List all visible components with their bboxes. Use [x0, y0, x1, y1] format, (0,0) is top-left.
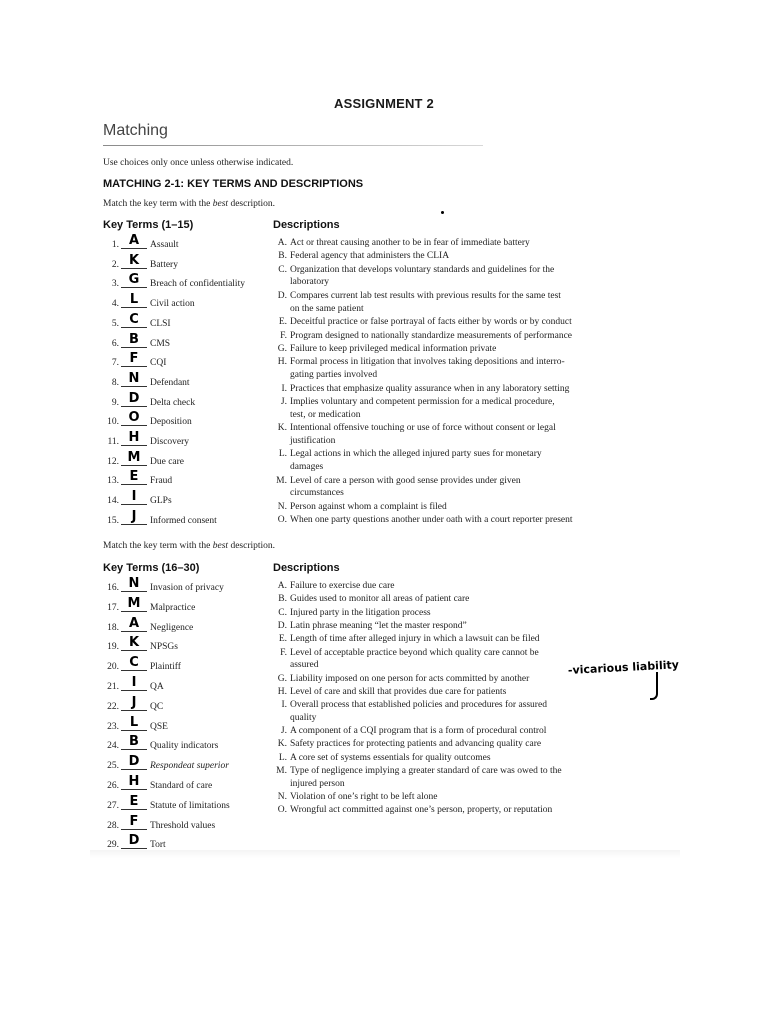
- answer-blank[interactable]: [121, 595, 147, 612]
- handwritten-answer: J: [131, 508, 137, 524]
- handwritten-answer: E: [129, 469, 139, 485]
- handwritten-answer: N: [128, 370, 140, 386]
- description-text: Legal actions in which the alleged injured party sues for monetary: [290, 449, 542, 460]
- description-letter: I.: [281, 700, 287, 711]
- description-item: [272, 580, 622, 593]
- handwritten-answer: D: [128, 754, 140, 770]
- description-letter: L.: [278, 752, 287, 763]
- description-text: Intentional offensive touching or use of force without consent or legal: [290, 423, 556, 434]
- description-letter: M.: [276, 766, 287, 776]
- term-number: 1.: [111, 240, 119, 250]
- handwritten-answer: K: [128, 252, 140, 268]
- term-row: [96, 272, 266, 291]
- term-label: Due care: [150, 456, 185, 467]
- description-letter: D.: [277, 620, 287, 631]
- description-item: [272, 475, 622, 500]
- term-label: Respondeat superior: [150, 761, 229, 772]
- description-text: Wrongful act committed against one’s person, property, or reputation: [290, 805, 553, 816]
- description-text: Federal agency that administers the CLIA: [290, 251, 450, 262]
- matching-section-title: MATCHING 2-1: KEY TERMS AND DESCRIPTIONS: [103, 178, 364, 190]
- term-number: 14.: [107, 496, 119, 507]
- description-item: [272, 699, 622, 724]
- handwritten-answer: O: [128, 410, 140, 426]
- handwritten-answer: L: [129, 714, 139, 730]
- description-item: [272, 791, 622, 804]
- answer-blank[interactable]: [121, 774, 147, 790]
- description-item: [272, 316, 622, 329]
- description-item: [272, 422, 622, 447]
- term-number: 20.: [107, 662, 119, 673]
- handwritten-answer: D: [128, 390, 140, 406]
- term-label: Breach of confidentiality: [150, 279, 245, 290]
- term-label: Delta check: [150, 397, 196, 408]
- answer-blank[interactable]: [121, 655, 147, 671]
- description-letter: B.: [278, 251, 287, 262]
- description-letter: O.: [277, 515, 287, 526]
- answer-blank[interactable]: [121, 292, 147, 308]
- description-letter: K.: [277, 739, 287, 750]
- term-label: Quality indicators: [150, 741, 219, 752]
- description-letter: A.: [277, 238, 287, 248]
- handwritten-answer: M: [127, 595, 141, 611]
- description-item: [272, 396, 622, 421]
- term-row: [96, 615, 266, 635]
- term-row: [96, 469, 266, 488]
- description-letter: J.: [280, 397, 287, 407]
- description-item: [272, 607, 622, 620]
- term-row: [96, 370, 266, 390]
- term-number: 7.: [111, 358, 119, 369]
- key-terms-header-part2: Key Terms (16–30): [103, 562, 200, 574]
- description-item: [272, 514, 622, 527]
- term-number: 3.: [111, 279, 119, 290]
- description-item: [272, 343, 622, 356]
- description-text: Level of acceptable practice beyond which quality care cannot be: [290, 647, 539, 658]
- description-letter: F.: [280, 330, 287, 341]
- term-number: 28.: [107, 820, 119, 831]
- term-label: Statute of limitations: [150, 800, 230, 811]
- answer-blank[interactable]: [121, 449, 147, 466]
- handwritten-answer: F: [129, 351, 139, 367]
- description-item: [272, 738, 622, 751]
- term-label: Standard of care: [150, 781, 213, 791]
- description-text: Failure to exercise due care: [290, 581, 395, 591]
- description-letter: J.: [280, 726, 287, 737]
- description-letter: N.: [277, 501, 287, 512]
- handwritten-answer: C: [129, 655, 139, 671]
- handwritten-note: -vicarious liability: [567, 658, 680, 677]
- description-item: [272, 356, 622, 381]
- description-text-continued: laboratory: [290, 277, 330, 288]
- description-text: Organization that develops voluntary standards and guidelines for the: [290, 264, 555, 275]
- term-label: Discovery: [150, 437, 190, 447]
- handwritten-answer: J: [131, 694, 137, 710]
- description-text: Length of time after alleged injury in which a lawsuit can be filed: [290, 634, 540, 645]
- term-label: Plaintiff: [150, 662, 181, 673]
- answer-blank[interactable]: [121, 331, 147, 348]
- term-number: 17.: [107, 602, 119, 613]
- answer-blank[interactable]: [121, 508, 147, 525]
- answer-blank[interactable]: [121, 694, 147, 711]
- description-letter: B.: [278, 594, 287, 605]
- description-text: Liability imposed on one person for acts committed by another: [290, 673, 530, 684]
- handwritten-answer: I: [131, 675, 137, 690]
- term-number: 4.: [111, 299, 119, 310]
- answer-blank[interactable]: [121, 489, 147, 505]
- description-text-continued: injured person: [290, 778, 345, 789]
- description-letter: A.: [277, 581, 287, 591]
- answer-blank[interactable]: [121, 469, 147, 485]
- term-label: Fraud: [150, 476, 173, 487]
- term-row: [96, 714, 266, 734]
- description-text: Program designed to nationally standardize measurements of performance: [290, 330, 572, 341]
- description-text-continued: test, or medication: [290, 409, 361, 420]
- description-letter: G.: [277, 344, 287, 354]
- term-row: [96, 734, 266, 753]
- term-label: QSE: [150, 721, 168, 732]
- handwritten-answer: A: [128, 615, 140, 631]
- term-label: Negligence: [150, 622, 194, 633]
- answer-blank[interactable]: [121, 793, 147, 810]
- term-row: [96, 595, 266, 615]
- description-item: [272, 725, 622, 738]
- description-text: Type of negligence implying a greater standard of care was owed to the: [290, 766, 562, 776]
- term-number: 23.: [107, 721, 119, 732]
- term-number: 25.: [107, 761, 119, 772]
- term-label: Battery: [150, 259, 178, 270]
- page-edge-shadow: [90, 850, 680, 858]
- answer-blank[interactable]: [121, 615, 147, 632]
- description-text: A core set of systems essentials for quality outcomes: [290, 752, 491, 763]
- term-row: [96, 292, 266, 311]
- description-text: Deceitful practice or false portrayal of facts either by words or by conduct: [290, 317, 572, 328]
- term-number: 13.: [107, 476, 119, 487]
- description-letter: L.: [278, 449, 287, 460]
- description-text: Latin phrase meaning “let the master respond”: [290, 620, 467, 631]
- descriptions-header-part1: Descriptions: [273, 219, 340, 231]
- answer-blank[interactable]: [121, 252, 147, 269]
- description-text: Compares current lab test results with previous results for the same test: [290, 291, 561, 301]
- description-text-continued: assured: [290, 660, 319, 670]
- answer-blank[interactable]: [121, 311, 147, 328]
- description-letter: G.: [277, 673, 287, 684]
- description-item: [272, 448, 622, 473]
- answer-blank[interactable]: [121, 754, 147, 770]
- description-letter: I.: [281, 383, 287, 394]
- section-heading-matching: Matching: [103, 122, 168, 139]
- description-item: [272, 250, 622, 263]
- answer-blank[interactable]: [121, 390, 147, 407]
- description-text: Level of care and skill that provides due care for patients: [290, 686, 507, 697]
- answer-blank[interactable]: [121, 675, 147, 691]
- handwritten-answer: F: [129, 813, 139, 829]
- description-text: Practices that emphasize quality assurance when in any laboratory setting: [290, 383, 570, 394]
- term-label: NPSGs: [150, 642, 178, 653]
- term-label: CMS: [150, 338, 171, 349]
- description-text: Formal process in litigation that involves taking depositions and interro-: [290, 357, 565, 368]
- term-row: [96, 410, 266, 429]
- description-letter: F.: [280, 647, 287, 658]
- handwritten-answer: D: [128, 833, 140, 849]
- term-row: [96, 331, 266, 351]
- term-row: [96, 576, 266, 595]
- description-text: Safety practices for protecting patients and advancing quality care: [290, 739, 542, 750]
- term-label: Assault: [150, 240, 179, 250]
- term-row: [96, 508, 266, 528]
- description-text: Failure to keep privileged medical information private: [290, 344, 497, 354]
- description-letter: O.: [277, 805, 287, 816]
- description-letter: D.: [277, 291, 287, 301]
- term-row: [96, 252, 266, 272]
- match-instruction-part1: Match the key term with the best description.: [103, 199, 276, 209]
- description-letter: E.: [278, 317, 287, 328]
- description-text-continued: damages: [290, 461, 324, 472]
- term-row: [96, 233, 266, 252]
- term-label: Threshold values: [150, 820, 216, 831]
- description-text: When one party questions another under oath with a court reporter present: [290, 515, 573, 526]
- term-number: 24.: [107, 741, 119, 752]
- term-number: 22.: [107, 701, 119, 712]
- term-number: 6.: [111, 338, 119, 349]
- description-item: [272, 620, 622, 633]
- term-number: 16.: [107, 583, 119, 593]
- term-number: 29.: [107, 840, 119, 851]
- handwritten-answer: E: [129, 793, 139, 809]
- description-item: [272, 765, 622, 790]
- answer-blank[interactable]: [121, 813, 147, 830]
- description-item: [272, 501, 622, 514]
- handwritten-bracket: [650, 672, 658, 700]
- term-row: [96, 655, 266, 674]
- term-row: [96, 675, 266, 694]
- handwritten-answer: B: [129, 331, 139, 347]
- description-letter: H.: [277, 686, 287, 697]
- term-row: [96, 390, 266, 410]
- key-terms-header-part1: Key Terms (1–15): [103, 219, 194, 231]
- description-item: [272, 752, 622, 765]
- term-number: 5.: [111, 318, 119, 329]
- term-label: Defendant: [150, 377, 190, 388]
- term-label: CLSI: [150, 318, 171, 329]
- description-letter: K.: [277, 423, 287, 434]
- description-text-continued: on the same patient: [290, 303, 364, 314]
- term-row: [96, 635, 266, 654]
- term-row: [96, 449, 266, 469]
- term-number: 9.: [111, 397, 119, 408]
- description-text-continued: justification: [290, 435, 336, 446]
- description-letter: C.: [278, 607, 287, 618]
- description-letter: N.: [277, 792, 287, 802]
- description-letter: C.: [278, 264, 287, 275]
- description-text: Overall process that established policies and procedures for assured: [290, 700, 547, 711]
- term-row: [96, 311, 266, 331]
- description-letter: E.: [278, 634, 287, 645]
- term-label: Deposition: [150, 417, 192, 428]
- description-text: Act or threat causing another to be in fear of immediate battery: [290, 238, 530, 248]
- handwritten-answer: A: [128, 233, 140, 248]
- term-number: 2.: [111, 259, 119, 270]
- description-item: [272, 237, 622, 250]
- description-item: [272, 264, 622, 289]
- term-row: [96, 430, 266, 449]
- match-instruction-part2: Match the key term with the best description.: [103, 541, 276, 551]
- handwritten-answer: M: [127, 449, 141, 465]
- term-row: [96, 793, 266, 813]
- description-item: [272, 633, 622, 646]
- handwritten-answer: C: [129, 311, 139, 327]
- term-number: 15.: [107, 515, 119, 526]
- handwritten-answer: K: [128, 635, 140, 651]
- description-item: [272, 383, 622, 396]
- term-label: Invasion of privacy: [150, 583, 224, 593]
- handwritten-answer: H: [128, 430, 140, 445]
- term-row: [96, 694, 266, 714]
- term-number: 10.: [107, 417, 119, 428]
- term-number: 27.: [107, 800, 119, 811]
- term-label: GLPs: [150, 496, 172, 507]
- term-row: [96, 813, 266, 833]
- term-number: 18.: [107, 622, 119, 633]
- description-letter: M.: [276, 475, 287, 486]
- term-number: 8.: [111, 377, 119, 388]
- answer-blank[interactable]: [121, 351, 147, 367]
- description-item: [272, 804, 622, 817]
- description-text: Violation of one’s right to be left alone: [290, 792, 438, 802]
- description-item: [272, 686, 622, 699]
- description-text: A component of a CQI program that is a form of procedural control: [290, 726, 547, 737]
- description-text: Level of care a person with good sense provides under given: [290, 475, 521, 486]
- term-number: 21.: [107, 682, 119, 692]
- handwritten-answer: H: [128, 774, 140, 789]
- answer-blank[interactable]: [121, 576, 147, 592]
- handwritten-answer: I: [131, 489, 137, 505]
- answer-blank[interactable]: [121, 410, 147, 426]
- assignment-title: ASSIGNMENT 2: [334, 96, 434, 111]
- term-label: Civil action: [150, 299, 195, 310]
- description-text-continued: gating parties involved: [290, 369, 378, 380]
- answer-blank[interactable]: [121, 714, 147, 731]
- term-row: [96, 351, 266, 370]
- answer-blank[interactable]: [121, 635, 147, 651]
- term-number: 19.: [107, 642, 119, 653]
- handwritten-answer: G: [128, 272, 140, 288]
- answer-blank[interactable]: [121, 272, 147, 288]
- description-text: Injured party in the litigation process: [290, 607, 431, 618]
- term-label: QA: [150, 682, 164, 692]
- heading-rule: [103, 145, 483, 146]
- description-text-continued: circumstances: [290, 488, 344, 499]
- description-text: Guides used to monitor all areas of patient care: [290, 594, 470, 605]
- term-number: 26.: [107, 781, 119, 791]
- answer-blank[interactable]: [121, 233, 147, 249]
- answer-blank[interactable]: [121, 734, 147, 750]
- term-number: 12.: [107, 456, 119, 467]
- term-label: Informed consent: [150, 515, 217, 526]
- answer-blank[interactable]: [121, 430, 147, 446]
- term-label: CQI: [150, 358, 167, 369]
- handwritten-answer: L: [129, 292, 139, 308]
- description-item: [272, 593, 622, 606]
- description-letter: H.: [277, 357, 287, 368]
- answer-blank[interactable]: [121, 833, 147, 849]
- term-row: [96, 774, 266, 793]
- term-row: [96, 754, 266, 773]
- description-item: [272, 330, 622, 343]
- answer-blank[interactable]: [121, 370, 147, 387]
- handwritten-answer: B: [129, 734, 139, 750]
- description-text: Person against whom a complaint is filed: [290, 501, 447, 512]
- descriptions-header-part2: Descriptions: [273, 562, 340, 574]
- description-text-continued: quality: [290, 712, 317, 723]
- stray-dot: [441, 211, 444, 214]
- term-label: Tort: [150, 840, 166, 851]
- term-number: 11.: [107, 437, 119, 447]
- handwritten-answer: N: [128, 576, 140, 591]
- term-row: [96, 489, 266, 508]
- description-text: Implies voluntary and competent permission for a medical procedure,: [290, 397, 555, 407]
- instruction-text: Use choices only once unless otherwise indicated.: [103, 158, 294, 168]
- description-item: [272, 290, 622, 315]
- term-label: Malpractice: [150, 602, 196, 613]
- term-label: QC: [150, 701, 164, 712]
